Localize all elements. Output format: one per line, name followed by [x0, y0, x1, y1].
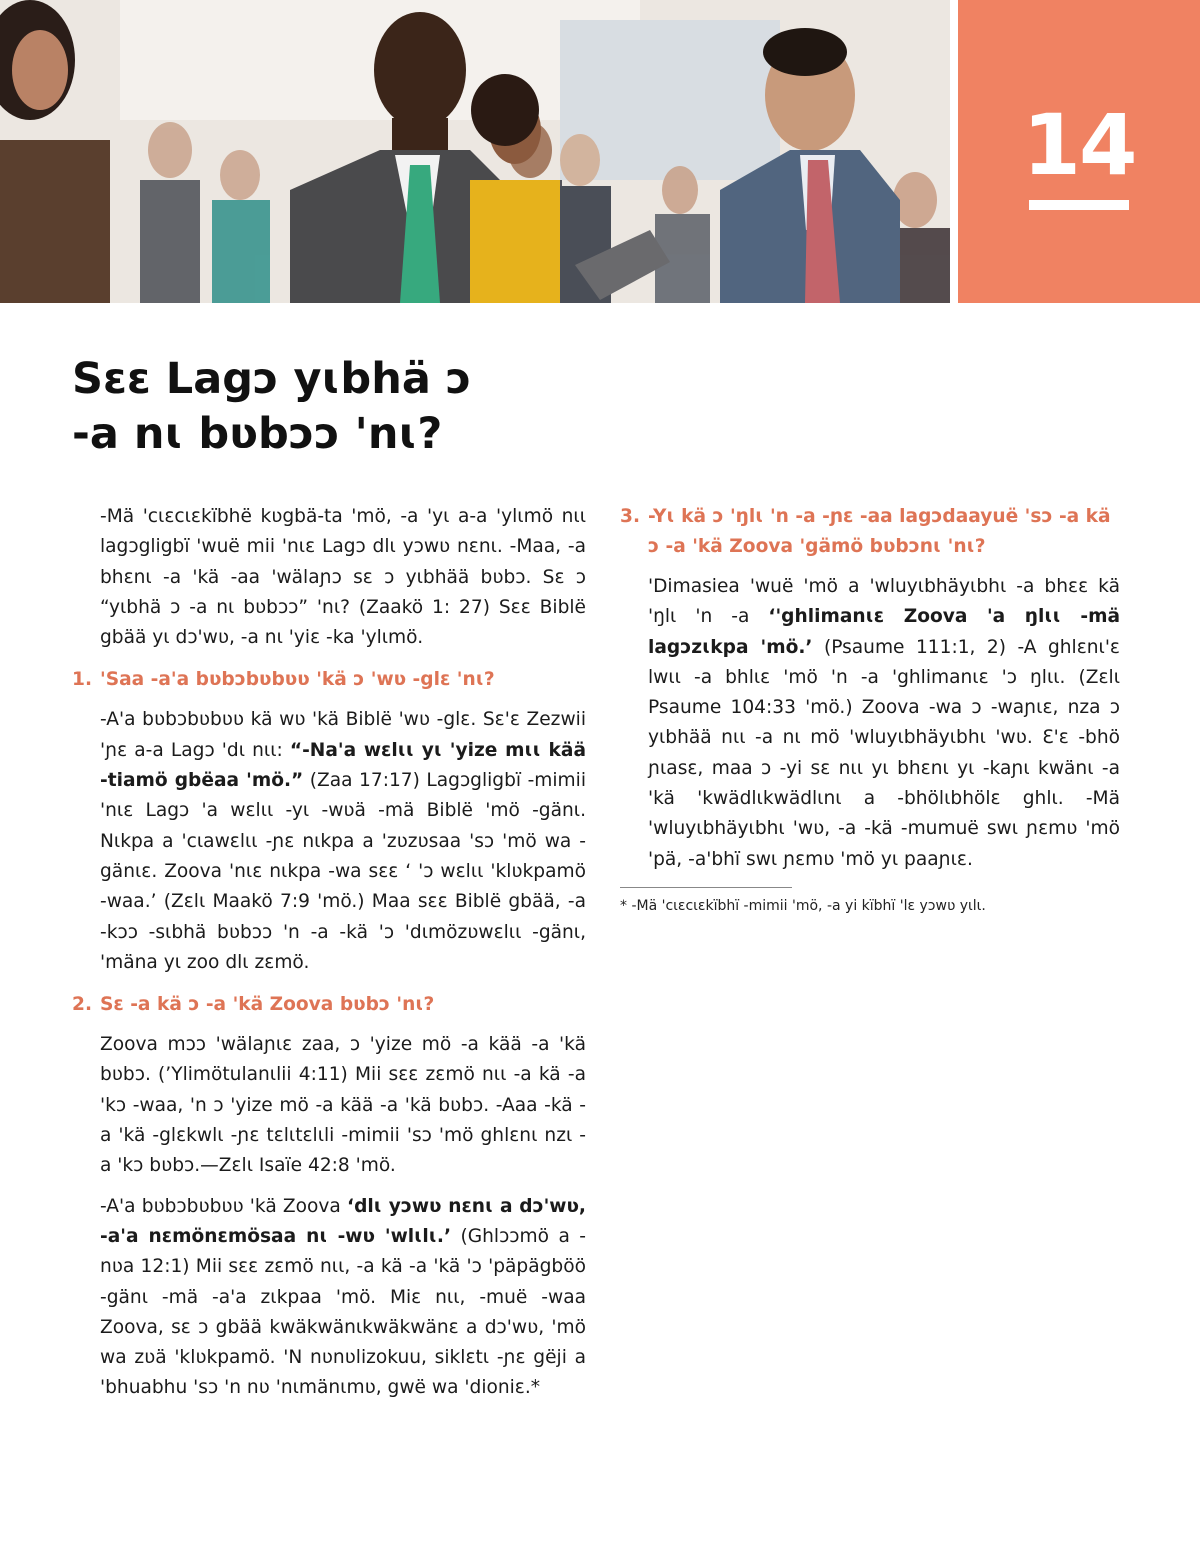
intro-paragraph: -Mä 'cɩɛcɩɛkïbhë kʋgbä-ta 'mö, -a 'yɩ a-a 'ylɩmö nɩɩ lagɔgligbï 'wuë mii 'nɩɛ Lagɔ dlɩ yɔwʋ nɛnɩ. -Maa, -a bhɛnɩ -a 'kä -aa 'wälaɲɔ sɛ ɔ yɩbhää bʋbɔ. Sɛ ɔ “yɩbhä ɔ -a nɩ bʋbɔɔ” 'nɩ? (Zaakö 1: 27) Sɛɛ Biblë gbää yɩ dɔ'wʋ, -a nɩ 'yiɛ -ka 'ylɩmö.	[100, 506, 586, 649]
question-2-text: Sɛ -a kä ɔ -a 'kä Zoova bʋbɔ 'nɩ?	[100, 994, 435, 1016]
q2-text-c: (Ghlɔɔmö a -nʋa 12:1) Mii sɛɛ zɛmö nɩɩ, -a kä -a 'kä 'ɔ 'päpägböö -gänɩ -mä -a'a zɩkpaa 'mö. Miɛ nɩɩ, -muë -waa Zoova, sɛ ɔ gbää kwäkwänɩkwäkwänɛ a dɔ'wʋ, 'mö wa zʋä 'klʋkpamö. 'N nʋnʋlizokuu, siklɛtɩ -ɲɛ gëji a 'bhuabhu 'sɔ 'n nʋ 'nɩmänɩmʋ, gwë wa 'dioniɛ.*	[100, 1225, 586, 1399]
question-2-paragraph-1: Zoova mɔɔ 'wälaɲɩɛ zaa, ɔ 'yize mö -a kää -a 'kä bʋbɔ. (’Ylimötulanɩlii 4:11) Mii sɛɛ zɛmö nɩɩ -a kä -a 'kɔ -waa, 'n ɔ 'yize mö -a kää -a 'kä bʋbɔ. -Aaa -kä -a 'kä -glɛkwlɩ -ɲɛ tɛlɩtɛlɩli -mimii 'sɔ 'mö ghlɛnɩ nzɩ -a 'kɔ bʋbɔ.—Zɛlɩ Isaïe 42:8 'mö.	[100, 1034, 586, 1177]
question-1-heading	[72, 665, 586, 695]
title-line-1: Sɛɛ Lagɔ yɩbhä ɔ	[72, 354, 472, 404]
chapter-badge	[958, 0, 1200, 303]
title-line-2: -a nɩ bʋbɔɔ 'nɩ?	[72, 409, 443, 459]
page-title	[72, 352, 632, 462]
question-1-number: 1.	[72, 669, 93, 691]
q2-quote-bold: ‘dlɩ yɔwʋ nɛnɩ a dɔ'wʋ, -a'a nɛmönɛmösaa nɩ -wʋ 'wlɩlɩ.’	[100, 1195, 586, 1247]
q3-text-c: (Psaume 111:1, 2) -A ghlɛnɩ'ɛ lwɩɩ -a bhlɩɛ 'mö 'n -a 'ghlimanɩɛ 'ɔ ŋlɩɩ. (Zɛlɩ Psaume 104:33 'mö.) Zoova -wa ɔ -waɲɩɛ, nza ɔ yɩbhää nɩɩ -a nɩ mö 'wluyɩbhäyɩbhɩ 'wʋ. Ɛ'ɛ -bhö ɲɩasɛ, maa ɔ -yi sɛ nɩɩ yɩ bhɛnɩ yɩ -kaɲɩ kwänɩ -a 'kä 'kwädlɩkwädlɩnɩ a -bhölɩbhölɛ ghlɩ. -Mä 'wluyɩbhäyɩbhɩ 'wʋ, -a -kä -mumuë swɩ ɲɛmʋ 'mö 'pä, -a'bhï swɩ ɲɛmʋ 'mö yɩ paaɲɩɛ.	[648, 636, 1120, 870]
q3-text-a: 'Dimasiea 'wuë 'mö a 'wluyɩbhäyɩbhɩ -a bhɛɛ kä 'ŋlɩ 'n -a	[648, 576, 1120, 628]
footnote-divider	[620, 887, 792, 888]
question-3-heading	[620, 502, 1120, 562]
question-1-paragraph	[72, 705, 586, 978]
question-3-paragraph	[620, 572, 1120, 875]
right-column	[620, 502, 1120, 916]
question-3-number: 3.	[620, 506, 641, 527]
q1-text-a: -A'a bʋbɔbʋbʋʋ kä wʋ 'kä Biblë 'wʋ -glɛ. Sɛ'ɛ Zezwii 'ɲɛ a-a Lagɔ 'dɩ nɩɩ:	[100, 709, 586, 761]
question-2-number: 2.	[72, 994, 93, 1016]
question-2-heading	[72, 990, 586, 1020]
chapter-underline	[1029, 200, 1129, 210]
q2-text-a: -A'a bʋbɔbʋbʋʋ 'kä Zoova	[100, 1195, 348, 1217]
question-1-text: 'Saa -a'a bʋbɔbʋbʋʋ 'kä ɔ 'wʋ -glɛ 'nɩ?	[100, 669, 495, 691]
q3-quote-bold: ‘'ghlimanɩɛ Zoova 'a ŋlɩɩ -mä lagɔzɩkpa 'mö.’	[648, 606, 1120, 658]
q1-quote-bold: “-Na'a wɛlɩɩ yɩ 'yize mɩɩ kää -tiamö gbëaa 'mö.”	[100, 739, 586, 792]
left-column	[72, 502, 586, 1404]
question-3-text: -Yɩ kä ɔ 'ŋlɩ 'n -a -ɲɛ -aa lagɔdaayuë 'sɔ -a kä ɔ -a 'kä Zoova 'gämö bʋbɔnɩ 'nɩ?	[648, 506, 1111, 557]
footnote: * -Mä 'cɩɛcɩɛkïbhï -mimii 'mö, -a yi kïbhï 'lɛ yɔwʋ yɩlɩ.	[620, 897, 986, 914]
hero-photo-congregation-singing	[0, 0, 950, 303]
chapter-number: 14	[1022, 96, 1136, 194]
q1-text-c: (Zaa 17:17) Lagɔgligbï -mimii 'nɩɛ Lagɔ 'a wɛlɩɩ -yɩ -wʋä -mä Biblë 'mö -gänɩ. Nɩkpa a 'cɩawɛlɩɩ -ɲɛ nɩkpa a 'zʋzʋsaa 'sɔ 'mö wa -gänɩɛ. Zoova 'nɩɛ nɩkpa -wa sɛɛ ‘ 'ɔ wɛlɩɩ 'klʋkpamö -waa.’ (Zɛlɩ Maakö 7:9 'mö.) Maa sɛɛ Biblë gbää, -a -kɔɔ -sɩbhä bʋbɔɔ 'n -a -kä 'ɔ 'dɩmözʋwɛlɩɩ -gänɩ, 'mäna yɩ zoo dlɩ zɛmö.	[100, 770, 586, 973]
question-2-paragraph-2-start	[72, 1192, 586, 1404]
